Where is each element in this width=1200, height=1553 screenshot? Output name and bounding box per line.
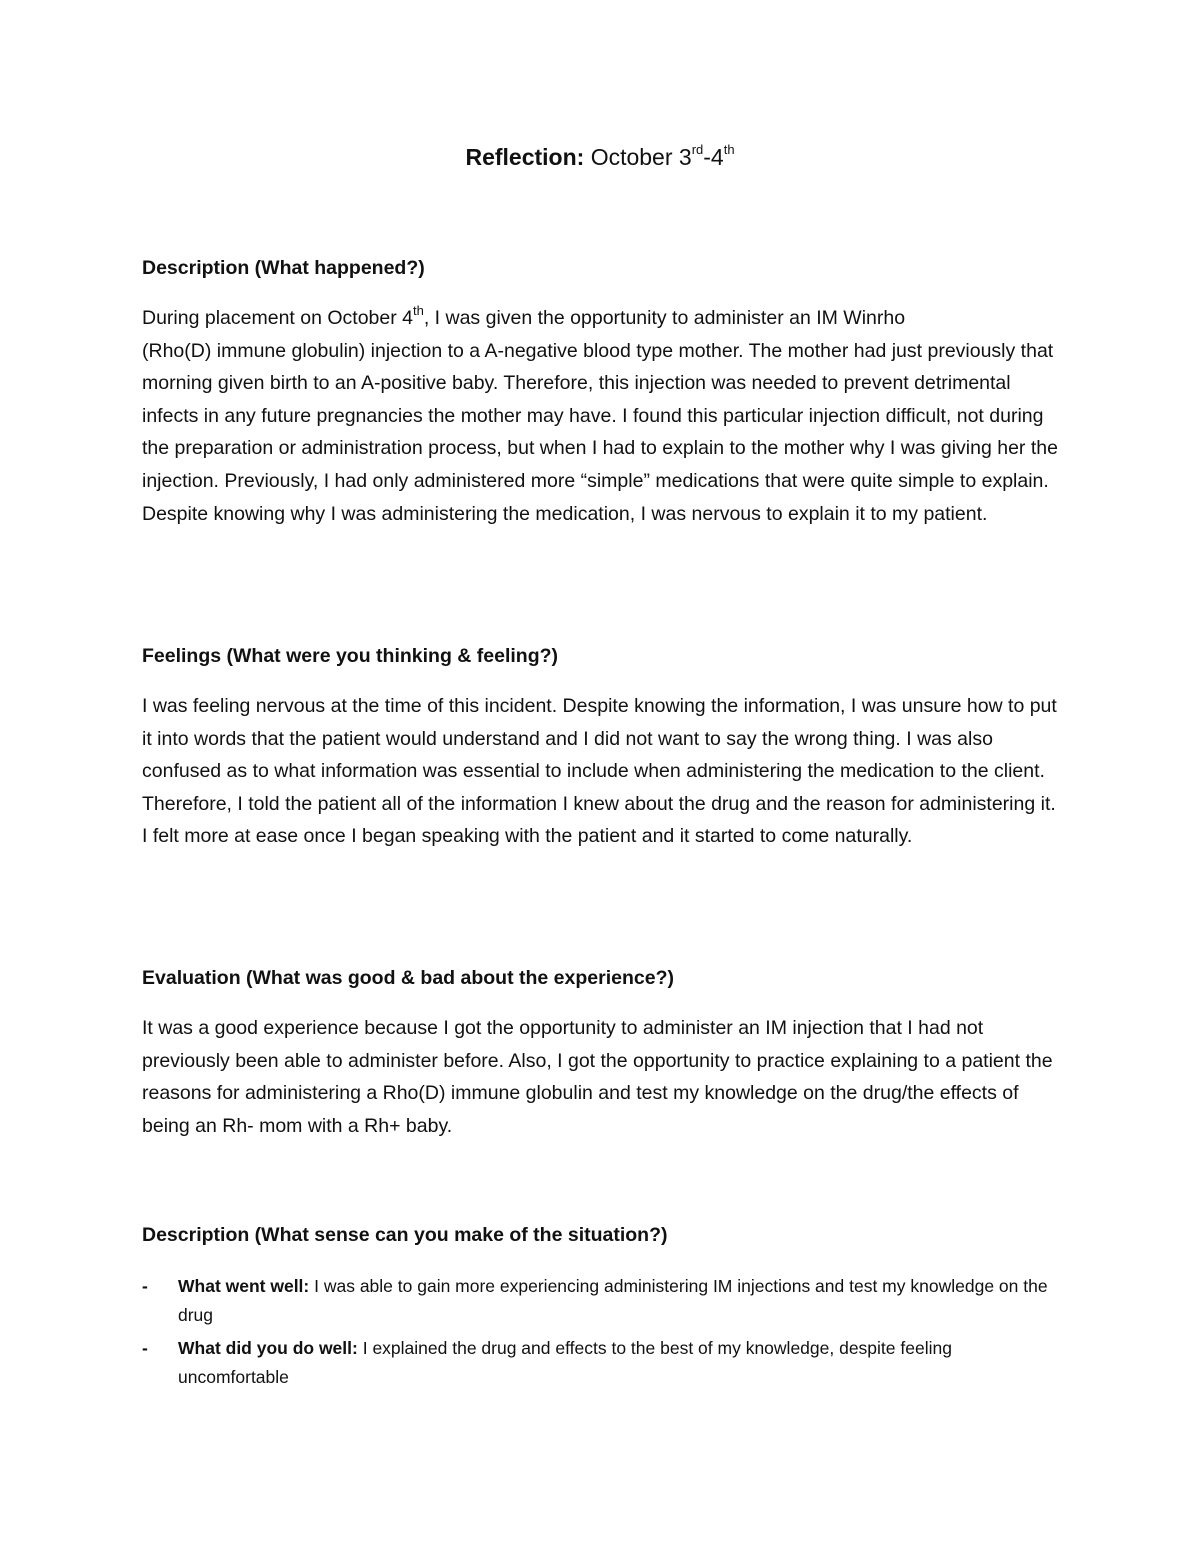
feelings-section xyxy=(142,640,1062,853)
feelings-heading: Feelings (What were you thinking & feeling?) xyxy=(142,645,559,667)
bullet-label: What did you do well: xyxy=(178,1338,358,1358)
page-title xyxy=(0,140,1200,174)
description-line1-start: During placement on October 4 xyxy=(142,307,413,329)
feelings-paragraph: I was feeling nervous at the time of this incident. Despite knowing the information, I was unsure how to put it into words that the patient would understand and I did not want to say the wrong thing. I was also confused as to what information was essential to include when administering the medication to the client. Therefore, I told the patient all of the information I knew about the drug and the reason for administering it. I felt more at ease once I began speaking with the patient and it started to come naturally. xyxy=(142,695,1057,848)
bullet-text: I was able to gain more experiencing administering IM injections and test my knowledge on the drug xyxy=(178,1276,1048,1325)
description-heading: Description (What happened?) xyxy=(142,257,425,279)
analysis-list xyxy=(142,1272,1062,1392)
bullet-dash: - xyxy=(142,1276,148,1296)
evaluation-section xyxy=(142,962,1062,1142)
description-section xyxy=(142,252,1062,530)
bullet-text: I explained the drug and effects to the best of my knowledge, despite feeling uncomfortable xyxy=(178,1338,952,1387)
list-item xyxy=(142,1272,1062,1330)
title-label: Reflection: xyxy=(465,144,585,170)
bullet-dash: - xyxy=(142,1338,148,1358)
title-text: October 3 xyxy=(590,144,692,170)
description-line1-end: , I was given the opportunity to administer an IM Winrho xyxy=(423,307,906,329)
description-paragraph xyxy=(142,302,1062,530)
title-dash: -4 xyxy=(703,144,724,170)
description-sup-th: th xyxy=(412,302,424,318)
evaluation-heading: Evaluation (What was good & bad about the experience?) xyxy=(142,967,674,989)
analysis-section xyxy=(142,1219,1062,1396)
bullet-label: What went well: xyxy=(178,1276,310,1296)
evaluation-paragraph: It was a good experience because I got the opportunity to administer an IM injection that I had not previously been able to administer before. Also, I got the opportunity to practice explaining to a patient the reasons for administering a Rho(D) immune globulin and test my knowledge on the drug/the effects of being an Rh- mom with a Rh+ baby. xyxy=(142,1017,1053,1137)
list-item xyxy=(142,1334,1062,1392)
analysis-heading: Description (What sense can you make of the situation?) xyxy=(142,1224,668,1246)
title-sup-th: th xyxy=(723,142,735,158)
description-rest: (Rho(D) immune globulin) injection to a A-negative blood type mother. The mother had just previously that morning given birth to an A-positive baby. Therefore, this injection was needed to prevent detrimental infects in any future pregnancies the mother may have. I found this particular injection difficult, not during the preparation or administration process, but when I had to explain to the mother why I was giving her the injection. Previously, I had only administered more “simple” medications that were quite simple to explain. Despite knowing why I was administering the medication, I was nervous to explain it to my patient. xyxy=(142,339,1058,525)
title-sup-rd: rd xyxy=(691,142,704,158)
